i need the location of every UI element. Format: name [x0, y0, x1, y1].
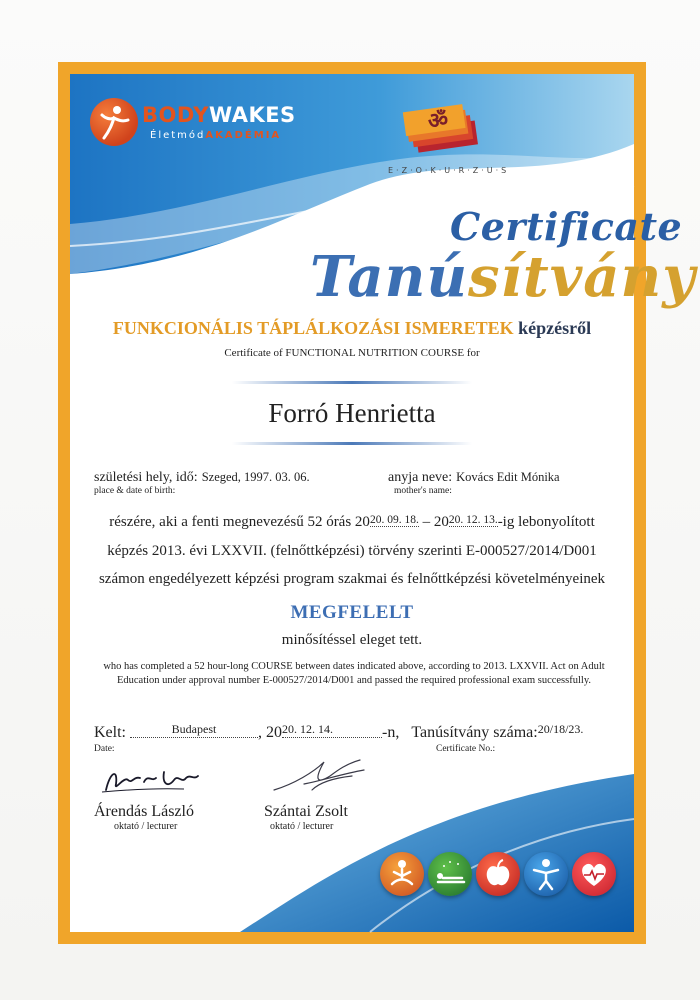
bodywakes-subtitle: ÉletmódAKADÉMIA [150, 130, 282, 141]
birth-label-en: place & date of birth: [94, 486, 176, 496]
om-icon [388, 102, 488, 164]
birth-value: Szeged, 1997. 03. 06. [201, 470, 310, 484]
mother-label: anyja neve: [388, 470, 453, 485]
mother-field [388, 468, 560, 496]
cert-no-label-en: Certificate No.: [436, 744, 496, 754]
person-icon [524, 852, 568, 896]
signature-block-2 [264, 754, 404, 832]
kelt-label: Kelt: [94, 724, 126, 741]
certificate-frame [58, 62, 696, 944]
signature-1-image [94, 762, 214, 798]
body-line-2: képzés 2013. évi LXXVII. (felnőttképzési) törvény szerinti E-000527/2014/D001 [107, 543, 597, 559]
signature-2-image [264, 754, 374, 798]
signature-2-name: Szántai Zsolt [264, 803, 348, 820]
svg-text:ॐ: ॐ [427, 109, 449, 134]
divider-top [232, 381, 472, 384]
bodywakes-name: BODYWAKES [142, 103, 296, 127]
body-line-3: számon engedélyezett képzési program szakmai és felnőttképzési követelményeinek [98, 571, 606, 587]
date-to: 20. 12. 13. [448, 514, 498, 526]
birth-label: születési hely, idő: [94, 470, 198, 485]
divider-bottom [232, 442, 472, 445]
ezokurzus-logo [388, 102, 510, 175]
signature-1-name: Árendás László [94, 803, 194, 820]
ezokurzus-label: E·Z·O·K·U·R·Z·U·S [388, 166, 510, 175]
kelt-place: Budapest [130, 722, 258, 738]
grade-text: minősítéssel eleget tett. [281, 632, 423, 648]
signature-block-1 [94, 762, 234, 832]
recipient-name: Forró Henrietta [268, 398, 436, 428]
heart-icon [572, 852, 616, 896]
mother-label-en: mother's name: [394, 486, 452, 496]
bodywakes-figure-icon [90, 98, 138, 146]
body-text-en: who has completed a 52 hour-long COURSE between dates indicated above, according to 2013. LXXVII. Act on Adult Education under approval number E-000527/2014/D001 and passed the required professional exam successfully. [103, 661, 605, 686]
relaxation-icon [428, 852, 472, 896]
date-from: 20. 09. 18. [369, 514, 419, 526]
course-title: FUNKCIONÁLIS TÁPLÁLKOZÁSI ISMERETEK képzésről [112, 318, 592, 338]
course-title-en: Certificate of FUNCTIONAL NUTRITION COURSE for [224, 347, 480, 359]
kelt-label-en: Date: [94, 744, 115, 754]
cert-no-label: Tanúsítvány száma: [411, 724, 538, 741]
signature-2-role: oktató / lecturer [270, 821, 334, 832]
apple-icon [476, 852, 520, 896]
mother-value: Kovács Edit Mónika [456, 470, 560, 484]
signature-1-role: oktató / lecturer [114, 821, 178, 832]
date-row: Kelt: Budapest , 2020. 12. 14. -n, Tanúsítvány száma:$^{20/18/23.}$ Date: Certificate No.: [94, 722, 584, 754]
cert-no-value: 20/18/23. [537, 722, 584, 736]
birth-field [94, 468, 310, 496]
kelt-date: 20. 12. 14. [282, 722, 382, 738]
certificate-title-en: Certificate [450, 204, 683, 249]
certificate-title-hu: Tanúsítvány [310, 244, 696, 310]
body-line-1: részére, aki a fenti megnevezésű 52 órás 2020. 09. 18. – 2020. 12. 13.-ig lebonyolított [109, 514, 595, 530]
result-text: MEGFELELT [290, 602, 414, 623]
meditation-icon [380, 852, 424, 896]
